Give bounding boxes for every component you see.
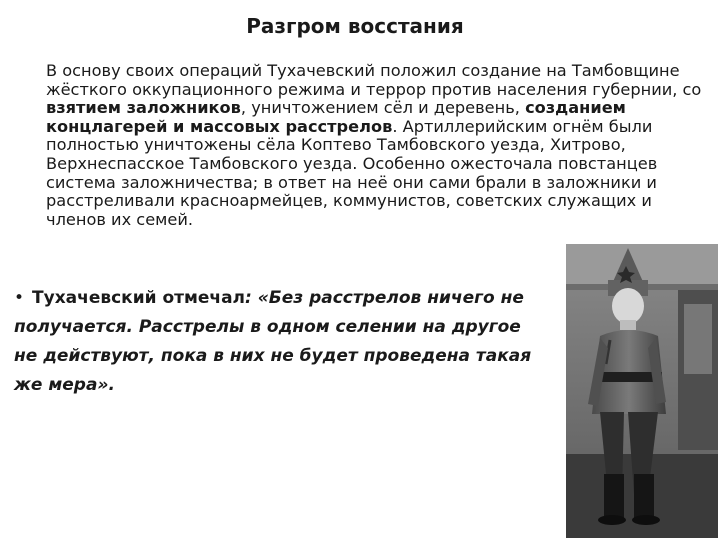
paragraph-bold-hostages: взятием заложников <box>46 98 241 118</box>
quote-colon: : <box>245 288 252 308</box>
paragraph-bold-camps: созданием концлагерей и массовых расстрелов <box>46 98 626 136</box>
quote-speaker: Тухачевский отмечал <box>32 288 246 308</box>
paragraph-text-3: . Артиллерийским огнём были полностью уничтожены сёла Коптево Тамбовского уезда, Хитрово, Верхнеспасское Тамбовского уезда. Особенно ожесточала повстанцев система заложничества; в ответ на неё они сами брали в заложники и расстреливали красноармейцев, коммунистов, советских служащих и членов их семей. <box>46 116 658 229</box>
bullet-icon: • <box>14 288 25 308</box>
paragraph-text-1: В основу своих операций Тухачевский положил создание на Тамбовщине жёсткого оккупационного режима и террор против населения губернии, со <box>46 61 702 99</box>
slide-title: Разгром восстания <box>246 14 464 38</box>
main-paragraph <box>46 62 712 229</box>
portrait-photo-icon <box>566 244 718 538</box>
paragraph-text-2: , уничтожением сёл и деревень, <box>240 98 526 118</box>
quote-block <box>14 284 550 400</box>
quote-text: «Без расстрелов ничего не получается. Расстрелы в одном селении на другое не действуют, пока в них не будет проведена такая же мера». <box>14 288 532 395</box>
